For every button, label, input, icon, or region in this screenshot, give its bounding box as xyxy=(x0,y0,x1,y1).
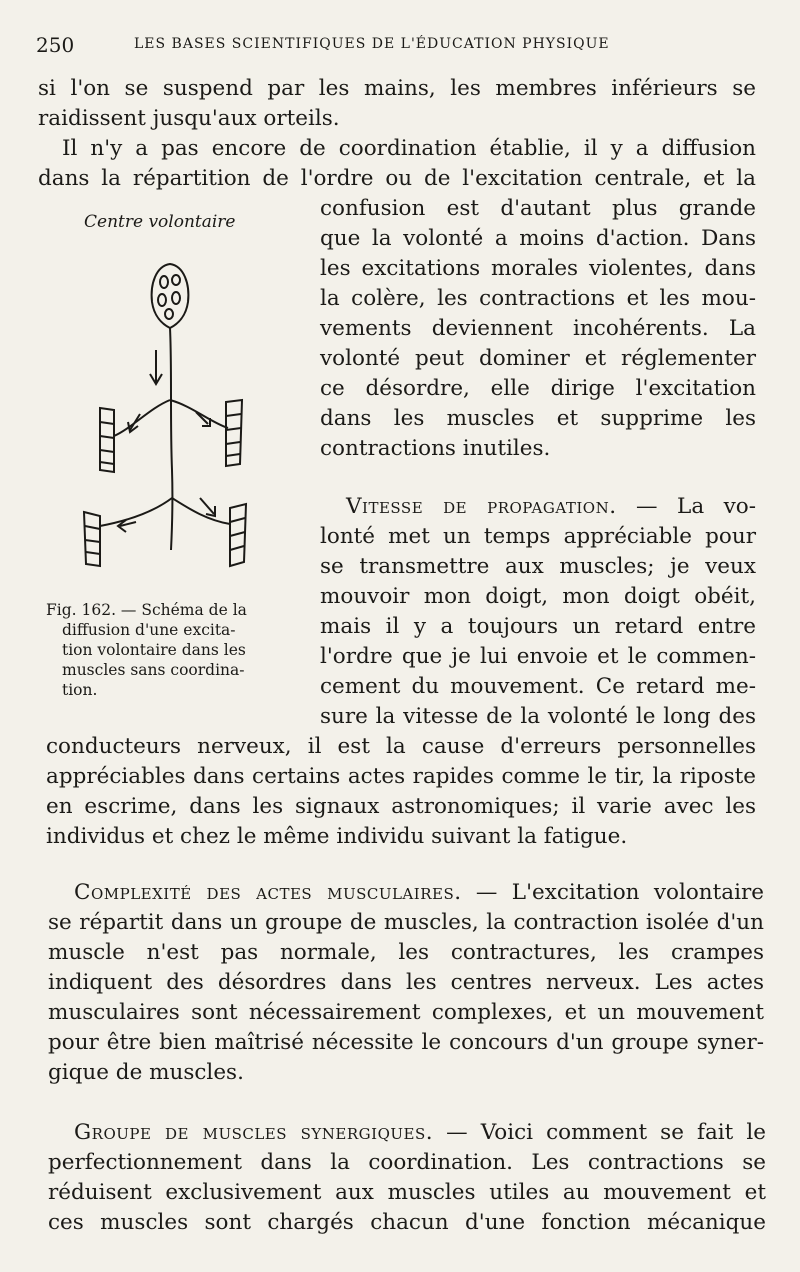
text-line: individus et chez le même individu suivant la fatigue. xyxy=(46,824,628,849)
text-line: réduisent exclusivement aux muscles utiles au mouvement et xyxy=(48,1180,766,1205)
text-line: pour être bien maîtrisé nécessite le concours d'un groupe syner- xyxy=(48,1030,764,1055)
text-line: dans les muscles et supprime les xyxy=(320,406,756,431)
text-line: raidissent jusqu'aux orteils. xyxy=(38,106,340,131)
figure-caption-line: muscles sans coordina- xyxy=(62,661,245,679)
section-heading: Complexité des actes musculaires. xyxy=(74,880,462,905)
text-line: les excitations morales violentes, dans xyxy=(320,256,756,281)
running-title: LES BASES SCIENTIFIQUES DE L'ÉDUCATION PHYSIQUE xyxy=(134,36,610,52)
figure-caption-line: tion volontaire dans les xyxy=(62,641,246,659)
text-line: que la volonté a moins d'action. Dans xyxy=(320,226,756,251)
figure-title: Centre volontaire xyxy=(84,212,236,232)
figure-caption-line: diffusion d'une excita- xyxy=(62,621,236,639)
text-line: se répartit dans un groupe de muscles, la contraction isolée d'un xyxy=(48,910,764,935)
figure-caption-line: tion. xyxy=(62,681,98,699)
section-heading: Groupe de muscles synergiques. xyxy=(74,1120,434,1145)
text-line: Vitesse de propagation. — La vo- xyxy=(346,494,757,519)
section-heading: Vitesse de propagation. xyxy=(346,494,617,519)
text-line: musculaires sont nécessairement complexes, et un mouvement xyxy=(48,1000,764,1025)
text-line: mais il y a toujours un retard entre xyxy=(320,614,756,639)
text-line: si l'on se suspend par les mains, les membres inférieurs se xyxy=(38,76,756,101)
text-line: lonté met un temps appréciable pour xyxy=(320,524,756,549)
page-header xyxy=(36,33,756,57)
nerve-diffusion-diagram xyxy=(70,250,270,590)
text-line: contractions inutiles. xyxy=(320,436,551,461)
text-line: sure la vitesse de la volonté le long des xyxy=(320,704,756,729)
text-line: Groupe de muscles synergiques. — Voici comment se fait le xyxy=(74,1120,766,1145)
text-line: perfectionnement dans la coordination. Les contractions se xyxy=(48,1150,766,1175)
text-line: la colère, les contractions et les mou- xyxy=(320,286,756,311)
page-number: 250 xyxy=(36,33,75,57)
text-line: cement du mouvement. Ce retard me- xyxy=(320,674,756,699)
text-line: mouvoir mon doigt, mon doigt obéit, xyxy=(320,584,756,609)
text-line: l'ordre que je lui envoie et le commen- xyxy=(320,644,756,669)
figure-caption-line: Fig. 162. — Schéma de la xyxy=(46,601,247,619)
text-line: Complexité des actes musculaires. — L'excitation volontaire xyxy=(74,880,764,905)
text-line: dans la répartition de l'ordre ou de l'excitation centrale, et la xyxy=(38,166,756,191)
text-line: Il n'y a pas encore de coordination établie, il y a diffusion xyxy=(62,136,756,161)
text-line: indiquent des désordres dans les centres nerveux. Les actes xyxy=(48,970,764,995)
text-line: muscle n'est pas normale, les contractures, les crampes xyxy=(48,940,764,965)
text-line: vements deviennent incohérents. La xyxy=(320,316,756,341)
text-line: gique de muscles. xyxy=(48,1060,244,1085)
text-line: ce désordre, elle dirige l'excitation xyxy=(320,376,756,401)
text-line: confusion est d'autant plus grande xyxy=(320,196,756,221)
text-line: appréciables dans certains actes rapides comme le tir, la riposte xyxy=(46,764,756,789)
text-line: se transmettre aux muscles; je veux xyxy=(320,554,756,579)
text-line: ces muscles sont chargés chacun d'une fonction mécanique xyxy=(48,1210,766,1235)
text-line: conducteurs nerveux, il est la cause d'erreurs personnelles xyxy=(46,734,756,759)
text-line: volonté peut dominer et réglementer xyxy=(320,346,756,371)
text-line: en escrime, dans les signaux astronomiques; il varie avec les xyxy=(46,794,756,819)
